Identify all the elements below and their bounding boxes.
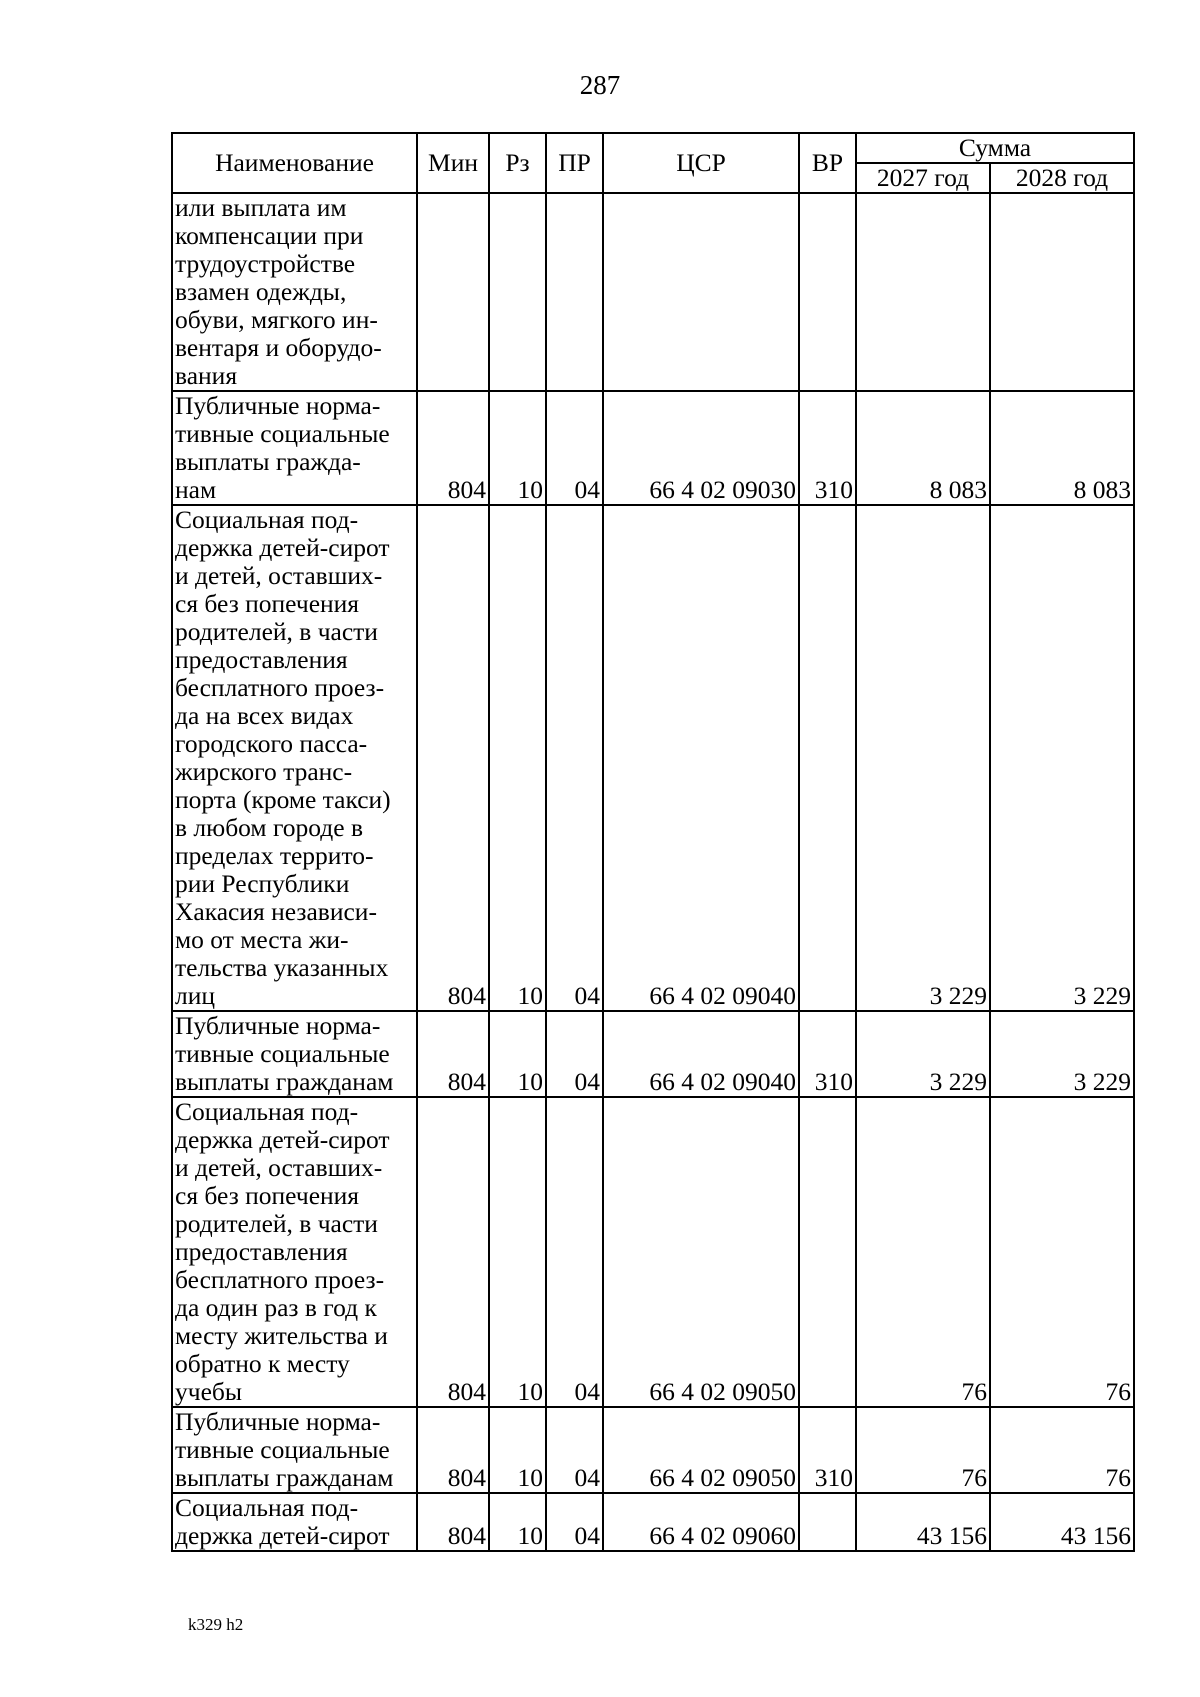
table-body xyxy=(172,193,1134,1551)
cell-min: 804 xyxy=(417,1493,489,1551)
name-line: лиц xyxy=(175,981,216,1010)
budget-table xyxy=(171,132,1135,1552)
name-line: тивные социальные xyxy=(175,1039,390,1068)
cell-csr xyxy=(603,193,799,391)
cell-min: 804 xyxy=(417,391,489,505)
name-line: тельства указанных xyxy=(175,953,389,982)
cell-csr: 66 4 02 09050 xyxy=(603,1407,799,1493)
cell-pr: 04 xyxy=(546,1011,603,1097)
name-line: городского пасса- xyxy=(175,729,368,758)
table-row xyxy=(172,1011,1134,1097)
header-year-2027: 2027 год xyxy=(856,163,990,193)
cell-name xyxy=(172,1407,417,1493)
cell-min: 804 xyxy=(417,1097,489,1407)
table-row xyxy=(172,1493,1134,1551)
cell-2028: 8 083 xyxy=(990,391,1134,505)
cell-csr: 66 4 02 09050 xyxy=(603,1097,799,1407)
name-line: тивные социальные xyxy=(175,1435,390,1464)
name-line: вания xyxy=(175,361,238,390)
name-line: пределах террито- xyxy=(175,841,374,870)
table-header xyxy=(172,133,1134,193)
name-line: бесплатного проез- xyxy=(175,1265,385,1294)
name-line: предоставления xyxy=(175,1237,348,1266)
name-line: да один раз в год к xyxy=(175,1293,377,1322)
cell-2027: 76 xyxy=(856,1407,990,1493)
name-line: трудоустройстве xyxy=(175,249,356,278)
cell-min: 804 xyxy=(417,505,489,1011)
name-line: держка детей-сирот xyxy=(175,1125,390,1154)
name-line: месту жительства и xyxy=(175,1321,388,1350)
header-rz: Рз xyxy=(489,133,546,193)
name-line: Публичные норма- xyxy=(175,391,381,420)
cell-name xyxy=(172,391,417,505)
cell-pr: 04 xyxy=(546,505,603,1011)
cell-rz: 10 xyxy=(489,391,546,505)
name-line: держка детей-сирот xyxy=(175,1521,390,1550)
header-pr: ПР xyxy=(546,133,603,193)
cell-name xyxy=(172,505,417,1011)
table-row xyxy=(172,193,1134,391)
cell-csr: 66 4 02 09060 xyxy=(603,1493,799,1551)
cell-pr: 04 xyxy=(546,1097,603,1407)
header-year-2028: 2028 год xyxy=(990,163,1134,193)
name-line: Публичные норма- xyxy=(175,1407,381,1436)
name-line: компенсации при xyxy=(175,221,364,250)
cell-csr: 66 4 02 09040 xyxy=(603,1011,799,1097)
table-row xyxy=(172,1407,1134,1493)
name-line: нам xyxy=(175,475,217,504)
cell-2027: 8 083 xyxy=(856,391,990,505)
name-line: Социальная под- xyxy=(175,1097,359,1126)
cell-2027: 3 229 xyxy=(856,1011,990,1097)
cell-csr: 66 4 02 09030 xyxy=(603,391,799,505)
cell-2027: 43 156 xyxy=(856,1493,990,1551)
header-csr: ЦСР xyxy=(603,133,799,193)
name-line: мо от места жи- xyxy=(175,925,349,954)
name-line: порта (кроме такси) xyxy=(175,785,391,814)
name-line: Хакасия независи- xyxy=(175,897,377,926)
name-line: вентаря и оборудо- xyxy=(175,333,382,362)
header-sum: Сумма xyxy=(856,133,1134,163)
cell-2028: 43 156 xyxy=(990,1493,1134,1551)
cell-2028: 3 229 xyxy=(990,505,1134,1011)
header-name: Наименование xyxy=(172,133,417,193)
name-line: в любом городе в xyxy=(175,813,363,842)
table-row xyxy=(172,391,1134,505)
table-row xyxy=(172,505,1134,1011)
cell-2028: 3 229 xyxy=(990,1011,1134,1097)
name-line: выплаты гражданам xyxy=(175,1067,394,1096)
name-line: предоставления xyxy=(175,645,348,674)
header-vr: ВР xyxy=(799,133,856,193)
cell-pr: 04 xyxy=(546,1407,603,1493)
cell-rz: 10 xyxy=(489,505,546,1011)
cell-rz: 10 xyxy=(489,1407,546,1493)
name-line: обуви, мягкого ин- xyxy=(175,305,378,334)
footer-code: k329 h2 xyxy=(188,1615,244,1634)
cell-2027: 76 xyxy=(856,1097,990,1407)
name-line: выплаты гражда- xyxy=(175,447,361,476)
cell-rz: 10 xyxy=(489,1493,546,1551)
cell-name xyxy=(172,1097,417,1407)
cell-pr xyxy=(546,193,603,391)
header-min: Мин xyxy=(417,133,489,193)
cell-vr xyxy=(799,193,856,391)
cell-2027: 3 229 xyxy=(856,505,990,1011)
name-line: обратно к месту xyxy=(175,1349,350,1378)
cell-vr xyxy=(799,1493,856,1551)
cell-vr xyxy=(799,505,856,1011)
name-line: и детей, оставших- xyxy=(175,561,383,590)
cell-pr: 04 xyxy=(546,1493,603,1551)
name-line: держка детей-сирот xyxy=(175,533,390,562)
table-row xyxy=(172,1097,1134,1407)
cell-rz: 10 xyxy=(489,1097,546,1407)
cell-vr: 310 xyxy=(799,391,856,505)
name-line: выплаты гражданам xyxy=(175,1463,394,1492)
cell-rz xyxy=(489,193,546,391)
page-number: 287 xyxy=(579,70,621,100)
name-line: родителей, в части xyxy=(175,1209,378,1238)
name-line: учебы xyxy=(175,1377,242,1406)
name-line: Социальная под- xyxy=(175,1493,359,1522)
name-line: бесплатного проез- xyxy=(175,673,385,702)
name-line: тивные социальные xyxy=(175,419,390,448)
cell-csr: 66 4 02 09040 xyxy=(603,505,799,1011)
cell-2027 xyxy=(856,193,990,391)
cell-2028 xyxy=(990,193,1134,391)
cell-pr: 04 xyxy=(546,391,603,505)
name-line: Социальная под- xyxy=(175,505,359,534)
name-line: рии Республики xyxy=(175,869,350,898)
cell-vr xyxy=(799,1097,856,1407)
cell-name xyxy=(172,1011,417,1097)
name-line: взамен одежды, xyxy=(175,277,347,306)
cell-name xyxy=(172,193,417,391)
cell-vr: 310 xyxy=(799,1011,856,1097)
cell-2028: 76 xyxy=(990,1407,1134,1493)
cell-vr: 310 xyxy=(799,1407,856,1493)
cell-name xyxy=(172,1493,417,1551)
name-line: и детей, оставших- xyxy=(175,1153,383,1182)
name-line: или выплата им xyxy=(175,193,347,222)
name-line: ся без попечения xyxy=(175,589,360,618)
name-line: ся без попечения xyxy=(175,1181,360,1210)
cell-min: 804 xyxy=(417,1407,489,1493)
cell-min: 804 xyxy=(417,1011,489,1097)
name-line: жирского транс- xyxy=(175,757,353,786)
name-line: родителей, в части xyxy=(175,617,378,646)
name-line: да на всех видах xyxy=(175,701,354,730)
cell-2028: 76 xyxy=(990,1097,1134,1407)
cell-rz: 10 xyxy=(489,1011,546,1097)
cell-min xyxy=(417,193,489,391)
name-line: Публичные норма- xyxy=(175,1011,381,1040)
